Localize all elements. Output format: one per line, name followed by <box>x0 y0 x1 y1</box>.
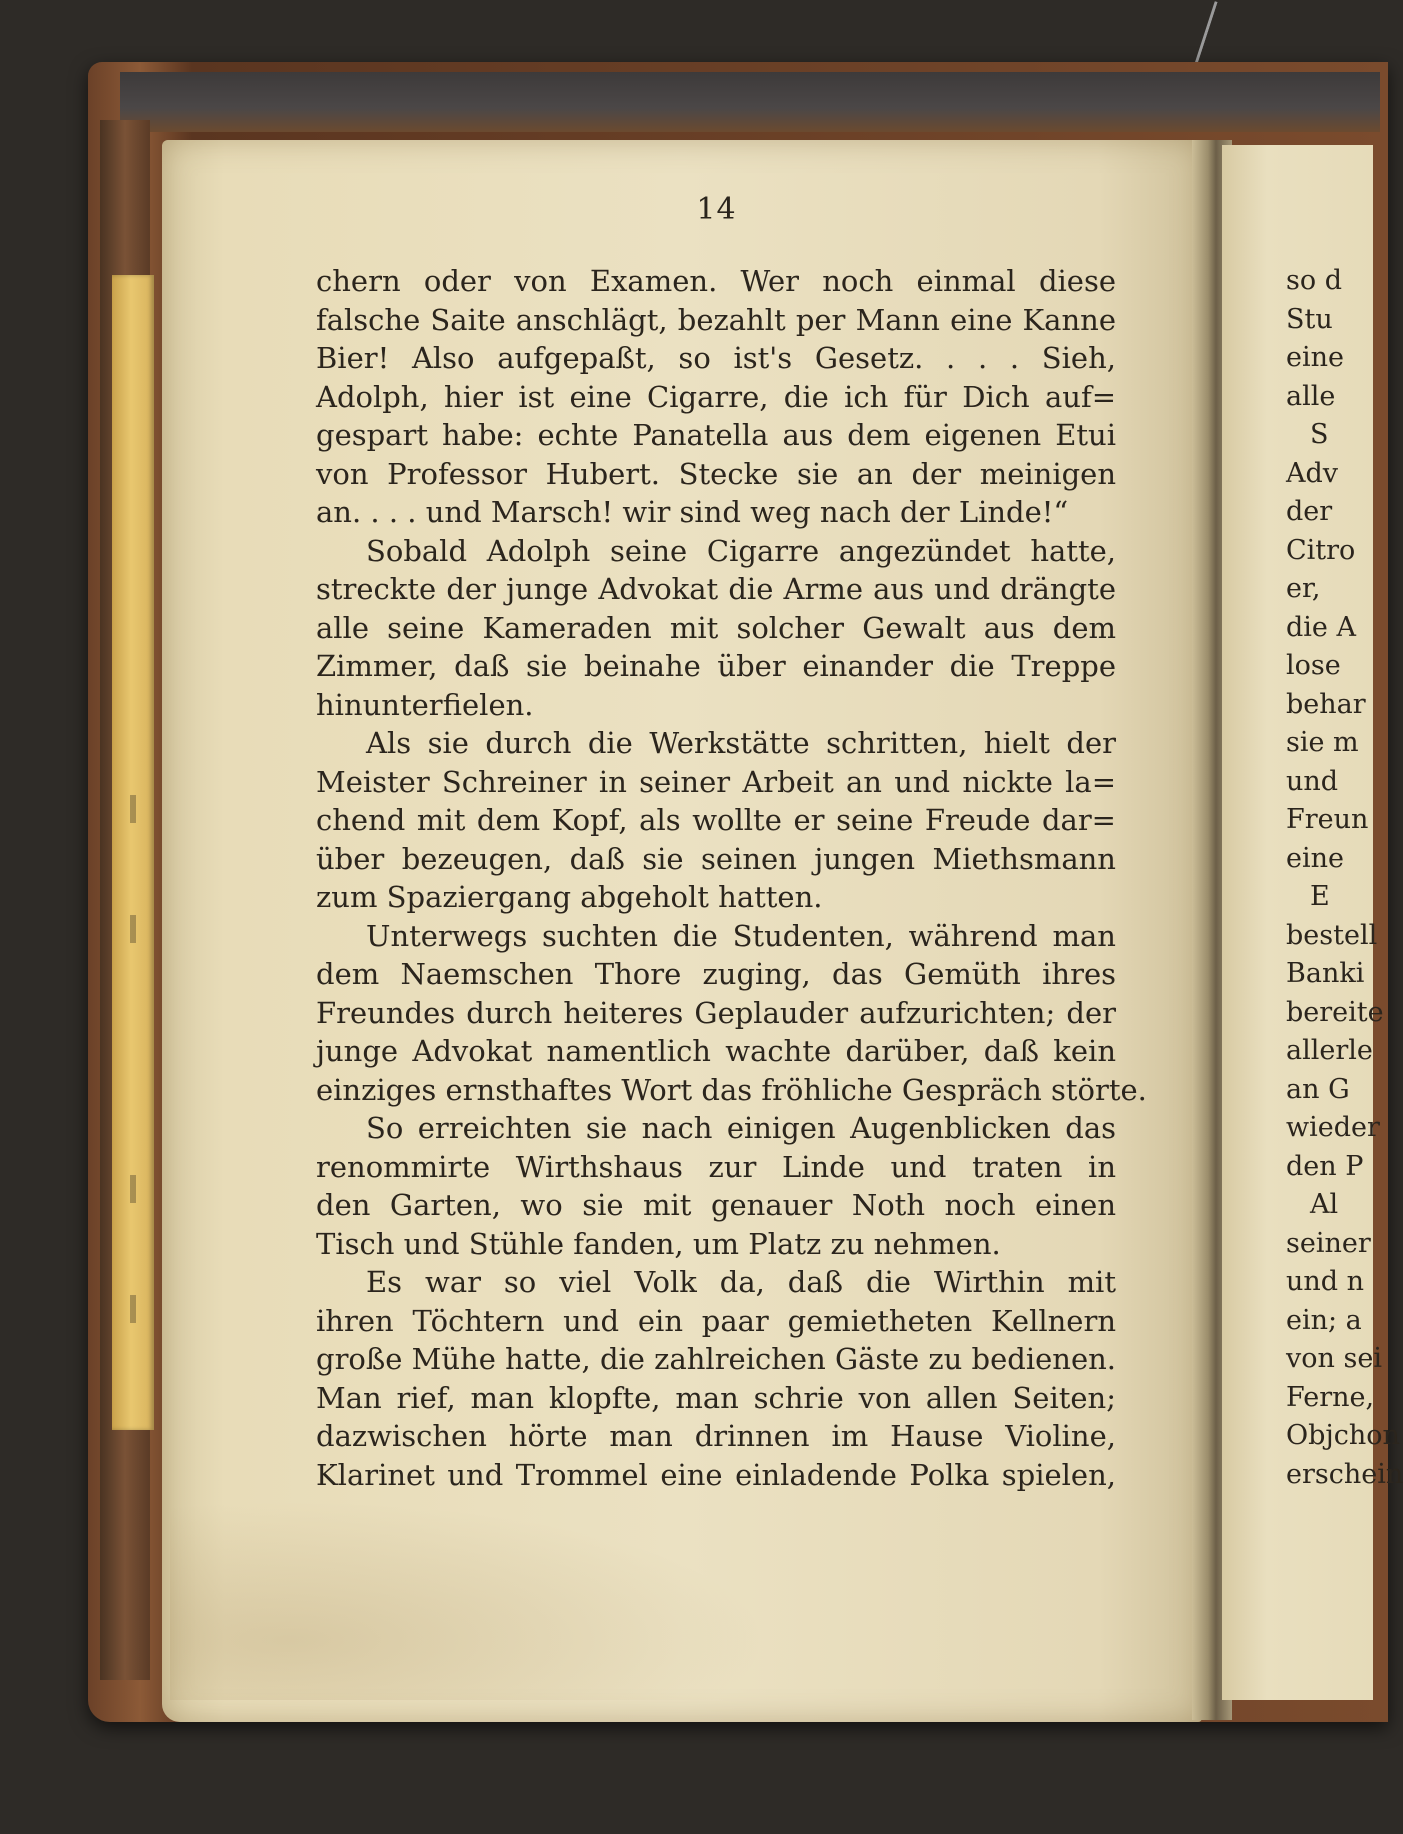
text-line: einziges ernsthaftes Wort das fröhliche Gespräch störte. <box>316 1072 1147 1107</box>
text-line: über bezeugen, daß sie seinen jungen Miethsmann <box>316 841 1116 876</box>
text-line: junge Advokat namentlich wachte darüber, daß kein <box>316 1034 1116 1068</box>
text-line: Sobald Adolph seine Cigarre angezündet hatte, <box>366 533 1116 568</box>
text-line: hinunterfielen. <box>316 687 534 722</box>
edge-mark <box>130 1295 136 1323</box>
facing-text-line: so d <box>1286 265 1342 296</box>
facing-text-line: die A <box>1286 611 1356 643</box>
text-line: Man rief, man klopfte, man schrie von allen Seiten; <box>316 1380 1116 1415</box>
facing-text-line: alle <box>1286 380 1336 412</box>
text-line: Freundes durch heiteres Geplauder aufzurichten; der <box>316 995 1116 1030</box>
facing-text-line: Banki <box>1286 958 1365 989</box>
facing-text-line: von sei <box>1286 1343 1382 1374</box>
facing-text-line: behar <box>1286 688 1366 720</box>
facing-text-line: und <box>1286 765 1339 797</box>
facing-text-line: Adv <box>1286 457 1339 489</box>
page-text <box>316 262 1147 1494</box>
text-line: renommirte Wirthshaus zur Linde und traten in <box>316 1149 1116 1184</box>
facing-text-line: seiner <box>1286 1227 1371 1259</box>
text-line: Bier! Also aufgepaßt, so ist's Gesetz. . . . Sieh, <box>316 341 1116 375</box>
text-line: streckte der junge Advokat die Arme aus und drängte <box>316 572 1116 606</box>
facing-text-line: er, <box>1286 573 1321 604</box>
edge-mark <box>130 795 136 823</box>
facing-text-line: an G <box>1286 1073 1350 1105</box>
facing-text-line: lose <box>1286 650 1341 681</box>
facing-text-line: ein; a <box>1286 1304 1362 1336</box>
edge-mark <box>130 915 136 943</box>
facing-text-line: sie m <box>1286 727 1359 758</box>
facing-text-line: bestell <box>1286 919 1378 951</box>
text-line: Unterwegs suchten die Studenten, während man <box>366 918 1116 953</box>
text-line: Adolph, hier ist eine Cigarre, die ich für Dich auf= <box>316 379 1116 414</box>
facing-text-line: bereite <box>1286 996 1384 1028</box>
text-line: von Professor Hubert. Stecke sie an der meinigen <box>316 456 1116 491</box>
facing-text-line: Citro <box>1286 534 1356 566</box>
facing-text-line: S <box>1310 419 1329 450</box>
text-line: Als sie durch die Werkstätte schritten, hielt der <box>366 726 1116 760</box>
facing-text-line: Objchon <box>1286 1420 1400 1451</box>
text-line: chend mit dem Kopf, als wollte er seine Freude dar= <box>316 803 1116 837</box>
edge-mark <box>130 1175 136 1203</box>
text-line: den Garten, wo sie mit genauer Noth noch einen <box>316 1188 1116 1222</box>
text-line: falsche Saite anschlägt, bezahlt per Mann eine Kanne <box>316 302 1116 337</box>
text-line: große Mühe hatte, die zahlreichen Gäste zu bedienen. <box>316 1342 1116 1376</box>
text-line: chern oder von Examen. Wer noch einmal diese <box>316 264 1116 298</box>
text-line: an. . . . und Marsch! wir sind weg nach der Linde!“ <box>316 495 1069 529</box>
facing-text-line: E <box>1310 881 1330 912</box>
facing-text-line: erschein <box>1286 1458 1403 1490</box>
facing-text-line: der <box>1286 496 1333 527</box>
facing-text-line: eine <box>1286 342 1344 373</box>
facing-text-line: wieder <box>1286 1112 1380 1143</box>
text-line: Es war so viel Volk da, daß die Wirthin mit <box>366 1265 1116 1299</box>
text-line: alle seine Kameraden mit solcher Gewalt aus dem <box>316 610 1116 645</box>
facing-text-line: Al <box>1310 1189 1339 1220</box>
facing-text-line: und n <box>1286 1266 1365 1297</box>
text-line: Meister Schreiner in seiner Arbeit an und nickte la= <box>316 764 1116 799</box>
text-line: zum Spaziergang abgeholt hatten. <box>316 880 823 914</box>
facing-text-line: Stu <box>1286 303 1333 335</box>
text-line: dazwischen hörte man drinnen im Hause Violine, <box>316 1419 1116 1453</box>
text-line: Klarinet und Trommel eine einladende Polka spielen, <box>316 1457 1116 1492</box>
facing-text-line: Ferne, <box>1286 1381 1375 1413</box>
text-line: ihren Töchtern und ein paar gemietheten Kellnern <box>316 1303 1116 1338</box>
facing-text-line: eine <box>1286 842 1344 874</box>
paper-stain <box>170 1500 770 1700</box>
cover-top-edge <box>120 72 1380 132</box>
text-line: dem Naemschen Thore zuging, das Gemüth ihres <box>316 957 1116 991</box>
text-line: gespart habe: echte Panatella aus dem eigenen Etui <box>316 418 1116 452</box>
facing-text-line: allerle <box>1286 1035 1373 1066</box>
facing-text-line: Freun <box>1286 804 1369 835</box>
text-line: Tisch und Stühle fanden, um Platz zu nehmen. <box>316 1226 1001 1261</box>
page-edge <box>112 275 154 1430</box>
facing-text-line: den P <box>1286 1150 1364 1182</box>
text-line: Zimmer, daß sie beinahe über einander die Treppe <box>316 649 1116 683</box>
page-number: 14 <box>696 192 737 227</box>
facing-page-text <box>1286 262 1403 1494</box>
text-line: So erreichten sie nach einigen Augenblicken das <box>366 1111 1116 1145</box>
